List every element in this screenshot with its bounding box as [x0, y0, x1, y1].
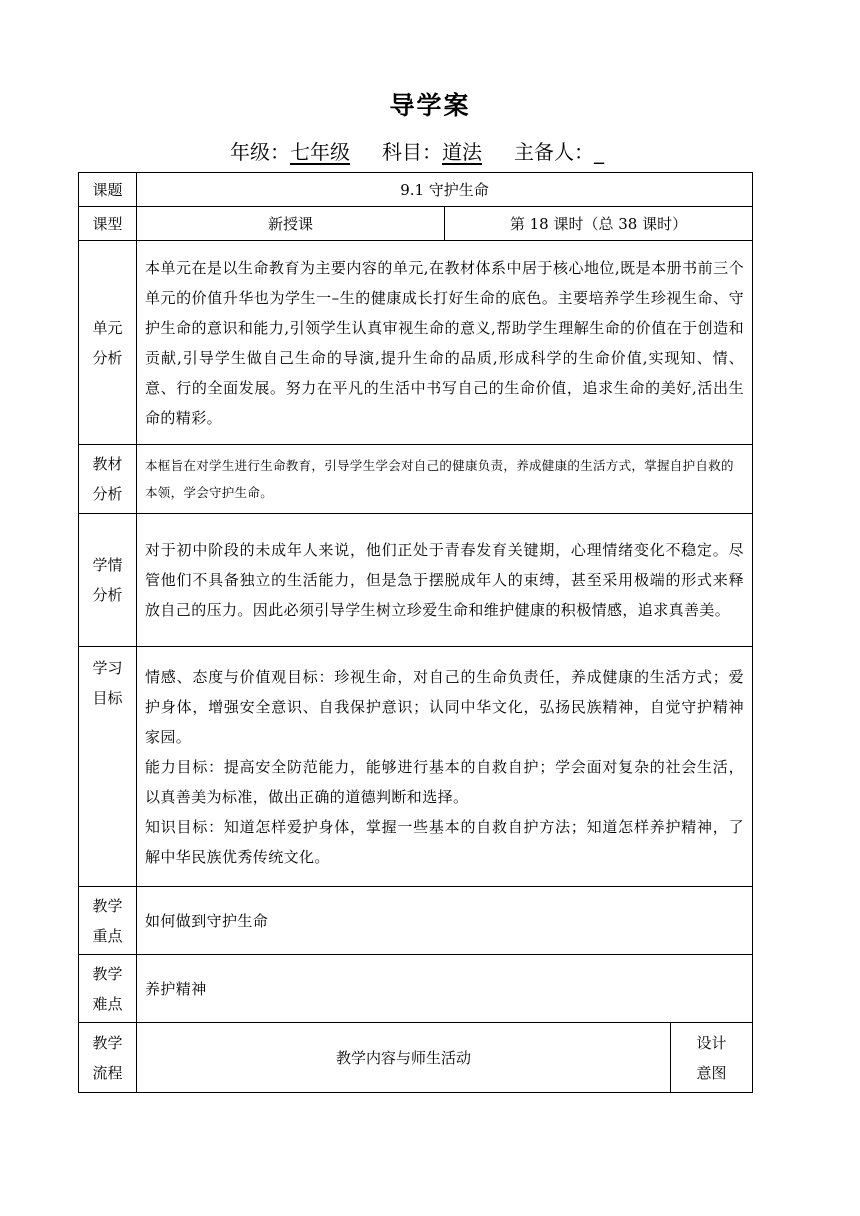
topic-label: 课题: [79, 173, 137, 207]
table-row: [79, 173, 753, 207]
table-row: [79, 514, 753, 647]
table-row: [79, 207, 753, 241]
subject-value: 道法: [442, 140, 482, 164]
student-analysis-text: 对于初中阶段的未成年人来说，他们正处于青春发育关键期，心理情绪变化不稳定。尽管他们不具备独立的生活能力，但是急于摆脱成年人的束缚，甚至采用极端的形式来释放自己的压力。因此必须引导学生树立珍爱生命和维护健康的积极情感，追求真善美。: [137, 514, 753, 647]
period-value: 第 18 课时（总 38 课时）: [445, 207, 753, 241]
type-value: 新授课: [137, 207, 445, 241]
document-title: 导学案: [389, 91, 471, 120]
preparer-value: _: [594, 140, 604, 164]
material-analysis-text: 本框旨在对学生进行生命教育，引导学生学会对自己的健康负责，养成健康的生活方式，掌握自护自救的本领，学会守护生命。: [137, 445, 753, 514]
goal-emotion: 情感、态度与价值观目标：珍视生命，对自己的生命负责任，养成健康的生活方式；爱护身体，增强安全意识、自我保护意识；认同中华文化，弘扬民族精神，自觉守护精神家园。: [145, 667, 744, 746]
grade-value: 七年级: [290, 140, 350, 164]
goal-knowledge: 知识目标：知道怎样爱护身体，掌握一些基本的自救自护方法；知道怎样养护精神，了解中华民族优秀传统文化。: [145, 817, 744, 866]
table-row: [79, 647, 753, 887]
design-intent-label: 设计 意图: [671, 1023, 753, 1093]
table-row: [79, 1023, 753, 1093]
unit-analysis-text: 本单元在是以生命教育为主要内容的单元,在教材体系中居于核心地位,既是本册书前三个单元的价值升华也为学生一–生的健康成长打好生命的底色。主要培养学生珍视生命、守护生命的意识和能力,引领学生认真审视生命的意义,帮助学生理解生命的价值在于创造和贡献,引导学生做自己生命的导演,提升生命的品质,形成科学的生命价值,实现知、情、意、行的全面发展。努力在平凡的生活中书写自己的生命价值，追求生命的美好,活出生命的精彩。: [137, 241, 753, 445]
grade-label: 年级：: [230, 140, 290, 164]
preparer-label: 主备人：: [514, 140, 594, 164]
table-row: [79, 887, 753, 955]
learning-goals-text: [137, 647, 753, 887]
difficulty-label: 教学 难点: [79, 955, 137, 1023]
table-row: [79, 241, 753, 445]
difficulty-text: 养护精神: [137, 955, 753, 1023]
document-meta: [230, 136, 604, 165]
topic-value: 9.1 守护生命: [137, 173, 753, 207]
key-point-text: 如何做到守护生命: [137, 887, 753, 955]
goal-ability: 能力目标：提高安全防范能力，能够进行基本的自救自护；学会面对复杂的社会生活，以真善美为标准，做出正确的道德判断和选择。: [145, 757, 744, 806]
table-row: [79, 955, 753, 1023]
key-point-label: 教学 重点: [79, 887, 137, 955]
process-content: 教学内容与师生活动: [137, 1023, 671, 1093]
table-row: [79, 445, 753, 514]
learning-goals-label: 学习 目标: [79, 647, 137, 887]
subject-label: 科目：: [382, 140, 442, 164]
type-label: 课型: [79, 207, 137, 241]
lesson-plan-table: [78, 172, 753, 1093]
process-label: 教学 流程: [79, 1023, 137, 1093]
unit-analysis-label: 单元 分析: [79, 241, 137, 445]
material-analysis-label: 教材 分析: [79, 445, 137, 514]
student-analysis-label: 学情 分析: [79, 514, 137, 647]
